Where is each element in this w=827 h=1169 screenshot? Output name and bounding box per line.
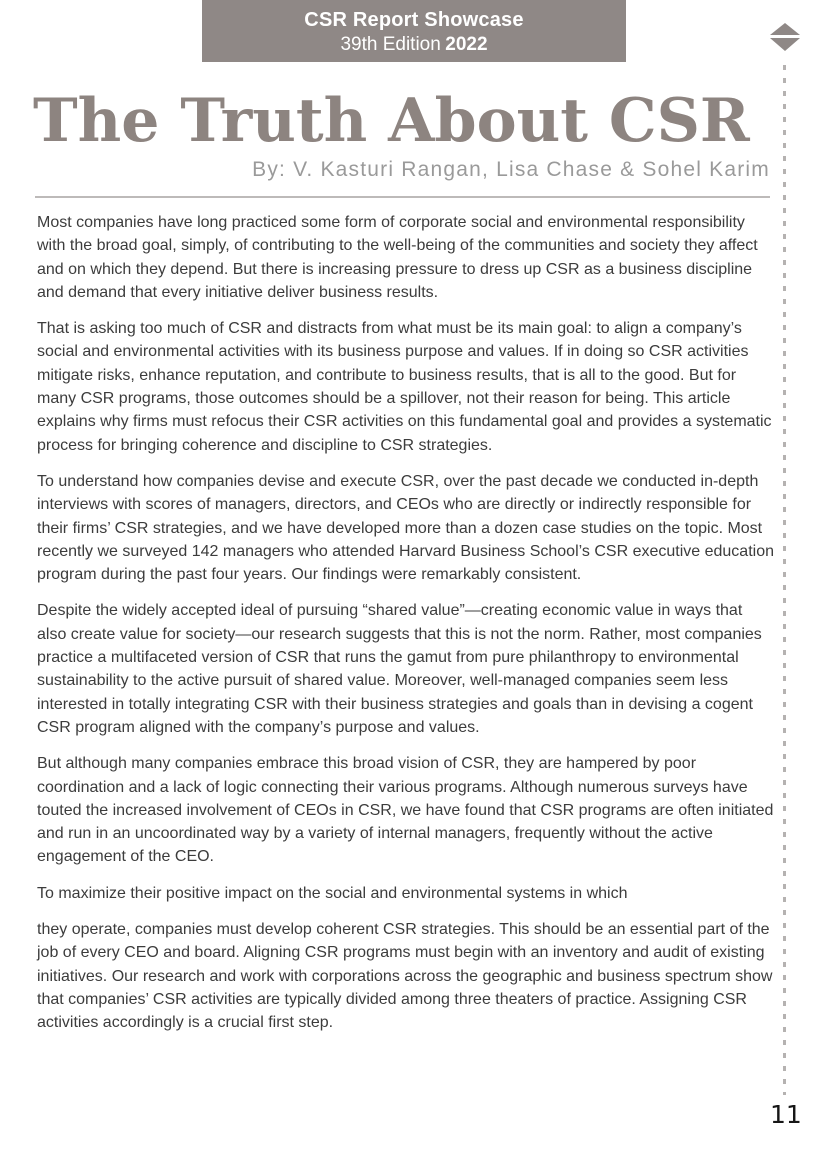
- diamond-icon: [770, 23, 800, 51]
- page-number: 11: [770, 1100, 802, 1129]
- page-title: The Truth About CSR: [33, 86, 750, 156]
- article-paragraph: they operate, companies must develop coherent CSR strategies. This should be an essential part of the job of every CEO and board. Aligning CSR programs must begin with an inventory and audit of existing initiatives. Our research and work with corporations across the geographic and business spectrum show that companies’ CSR activities are typically divided among three theaters of practice. Assigning CSR activities accordingly is a crucial first step.: [37, 921, 773, 1032]
- article-paragraph: Despite the widely accepted ideal of pursuing “shared value”—creating economic value in ways that also create value for society—our research suggests that this is not the norm. Rather, most companies practice a multifaceted version of CSR that runs the gamut from pure philanthropy to environmental sustainability to the active pursuit of shared value. Moreover, well-managed companies seem less interested in totally integrating CSR with their business strategies and goals than in devising a cogent CSR program aligned with the company’s purpose and values.: [37, 602, 762, 736]
- dashed-margin-divider: [783, 65, 786, 1095]
- article-byline: By: V. Kasturi Rangan, Lisa Chase & Sohel Karim: [252, 158, 770, 181]
- banner-edition-label: 39th Edition: [340, 34, 441, 55]
- triangle-up-icon: [770, 23, 800, 35]
- banner-title: CSR Report Showcase: [304, 9, 524, 31]
- article-paragraph: But although many companies embrace this broad vision of CSR, they are hampered by poor coordination and a lack of logic connecting their various programs. Although numerous surveys have touted the increased involvement of CEOs in CSR, we have found that CSR programs are often initiated and run in an uncoordinated way by a variety of internal managers, frequently without the active engagement of the CEO.: [37, 755, 774, 866]
- article-paragraph: Most companies have long practiced some form of corporate social and environmental responsibility with the broad goal, simply, of contributing to the well-being of the communities and society they affect and on which they depend. But there is increasing pressure to dress up CSR as a business discipline and demand that every initiative deliver business results.: [37, 214, 758, 301]
- triangle-down-icon: [770, 38, 800, 51]
- article-paragraph: That is asking too much of CSR and distracts from what must be its main goal: to align a company’s social and environmental activities with its business purpose and values. If in doing so CSR activities mitigate risks, enhance reputation, and contribute to business results, that is all to the good. But for many CSR programs, those outcomes should be a spillover, not their reason for being. This article explains why firms must refocus their CSR activities on this fundamental goal and provides a systematic process for bringing coherence and discipline to CSR strategies.: [37, 320, 772, 454]
- article-paragraph: To maximize their positive impact on the social and environmental systems in which: [37, 884, 628, 902]
- article-paragraph: To understand how companies devise and execute CSR, over the past decade we conducted in-depth interviews with scores of managers, directors, and CEOs who are directly or indirectly responsible for their firms’ CSR strategies, and we have developed more than a dozen case studies on the topic. Most recently we surveyed 142 managers who attended Harvard Business School’s CSR executive education program during the past four years. Our findings were remarkably consistent.: [37, 472, 774, 584]
- banner-subtitle: [202, 33, 626, 58]
- banner-year-label: 2022: [445, 34, 488, 55]
- title-divider: [35, 196, 770, 198]
- report-banner: [202, 0, 626, 62]
- article-body: [37, 211, 775, 1048]
